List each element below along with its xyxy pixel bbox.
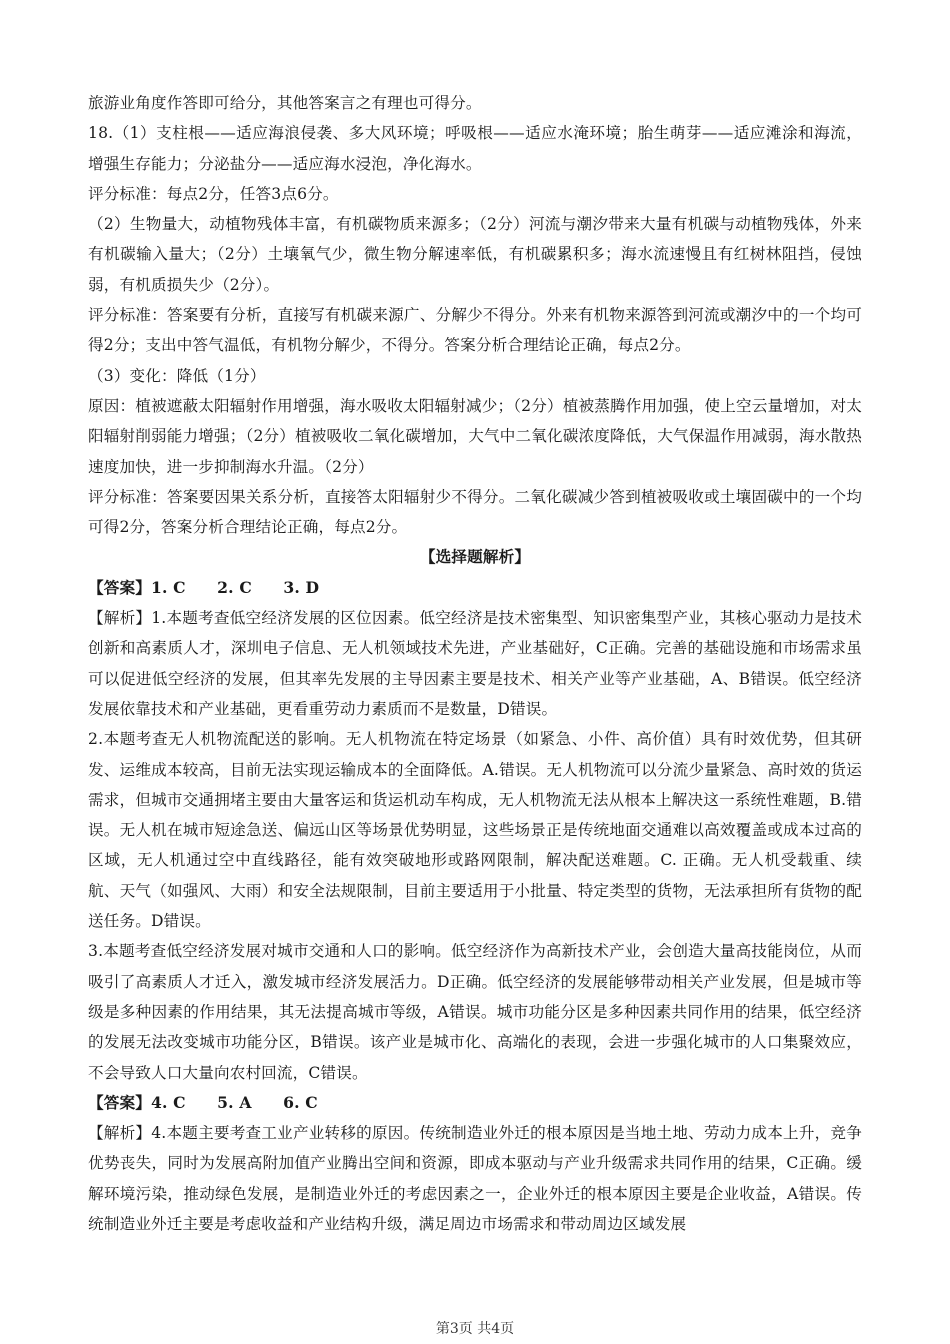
paragraph: 18.（1）支柱根——适应海浪侵袭、多大风环境；呼吸根——适应水淹环境；胎生萌芽——适应滩涂和海流，增强生存能力；分泌盐分——适应海水浸泡，净化海水。 (88, 124, 862, 173)
answer-line: 【答案】4. C 5. A 6. C (88, 1092, 318, 1112)
answer-line: 【答案】1. C 2. C 3. D (88, 577, 320, 597)
paragraph: 旅游业角度作答即可给分，其他答案言之有理也可得分。 (88, 94, 482, 112)
paragraph: （2）生物量大，动植物残体丰富，有机碳物质来源多；（2分）河流与潮汐带来大量有机碳与动植物残体，外来有机碳输入量大；（2分）土壤氧气少，微生物分解速率低，有机碳累积多；海水流速慢且有红树林阻挡，侵蚀弱，有机质损失少（2分）。 (88, 215, 862, 294)
paragraph: 评分标准：答案要因果关系分析，直接答太阳辐射少不得分。二氧化碳减少答到植被吸收或土壤固碳中的一个均可得2分，答案分析合理结论正确，每点2分。 (88, 487, 862, 537)
paragraph: 评分标准：每点2分，任答3点6分。 (88, 184, 339, 203)
paragraph: 【解析】1.本题考查低空经济发展的区位因素。低空经济是技术密集型、知识密集型产业，其核心驱动力是技术创新和高素质人才，深圳电子信息、无人机领域技术先进，产业基础好，C正确。完善的基础设施和市场需求虽可以促进低空经济的发展，但其率先发展的主导因素主要是技术、相关产业等产业基础，A、B错误。低空经济发展依靠技术和产业基础，更看重劳动力素质而不是数量，D错误。 (88, 609, 862, 718)
paragraph: （3）变化：降低（1分） (88, 366, 266, 385)
paragraph: 原因：植被遮蔽太阳辐射作用增强，海水吸收太阳辐射减少；（2分）植被蒸腾作用加强，使上空云量增加，对太阳辐射削弱能力增强；（2分）植被吸收二氧化碳增加，大气中二氧化碳浓度降低，大气保温作用减弱，海水散热速度加快，进一步抑制海水升温。（2分） (88, 396, 862, 476)
paragraph: 【解析】4.本题主要考查工业产业转移的原因。传统制造业外迁的根本原因是当地土地、劳动力成本上升，竞争优势丧失，同时为发展高附加值产业腾出空间和资源，即成本驱动与产业升级需求共同作用的结果，C正确。缓解环境污染，推动绿色发展，是制造业外迁的考虑因素之一，企业外迁的根本原因主要是企业收益，A错误。传统制造业外迁主要是考虑收益和产业结构升级，满足周边市场需求和带动周边区域发展 (88, 1124, 862, 1233)
document-body (88, 88, 862, 1239)
paragraph: 评分标准：答案要有分析，直接写有机碳来源广、分解少不得分。外来有机物来源答到河流或潮汐中的一个均可得2分；支出中答气温低，有机物分解少，不得分。答案分析合理结论正确，每点2分。 (88, 306, 862, 355)
page-footer: 第3页 共4页 (435, 1321, 515, 1337)
paragraph: 2.本题考查无人机物流配送的影响。无人机物流在特定场景（如紧急、小件、高价值）具有时效优势，但其研发、运维成本较高，目前无法实现运输成本的全面降低。A.错误。无人机物流可以分流少量紧急、高时效的货运需求，但城市交通拥堵主要由大量客运和货运机动车构成，无人机物流无法从根本上解决这一系统性难题，B.错误。无人机在城市短途急送、偏远山区等场景优势明显，这些场景正是传统地面交通难以高效覆盖或成本过高的区域，无人机通过空中直线路径，能有效突破地形或路网限制，解决配送难题。C. 正确。无人机受载重、续航、天气（如强风、大雨）和安全法规限制，目前主要适用于小批量、特定类型的货物，无法承担所有货物的配送任务。D错误。 (88, 730, 862, 931)
section-heading: 【选择题解析】 (419, 547, 531, 567)
paragraph: 3.本题考查低空经济发展对城市交通和人口的影响。低空经济作为高新技术产业，会创造大量高技能岗位，从而吸引了高素质人才迁入，激发城市经济发展活力。D正确。低空经济的发展能够带动相关产业发展，但是城市等级是多种因素的作用结果，其无法提高城市等级，A错误。城市功能分区是多种因素共同作用的结果，低空经济的发展无法改变城市功能分区，B错误。该产业是城市化、高端化的表现，会进一步强化城市的人口集聚效应，不会导致人口大量向农村回流，C错误。 (88, 942, 862, 1082)
